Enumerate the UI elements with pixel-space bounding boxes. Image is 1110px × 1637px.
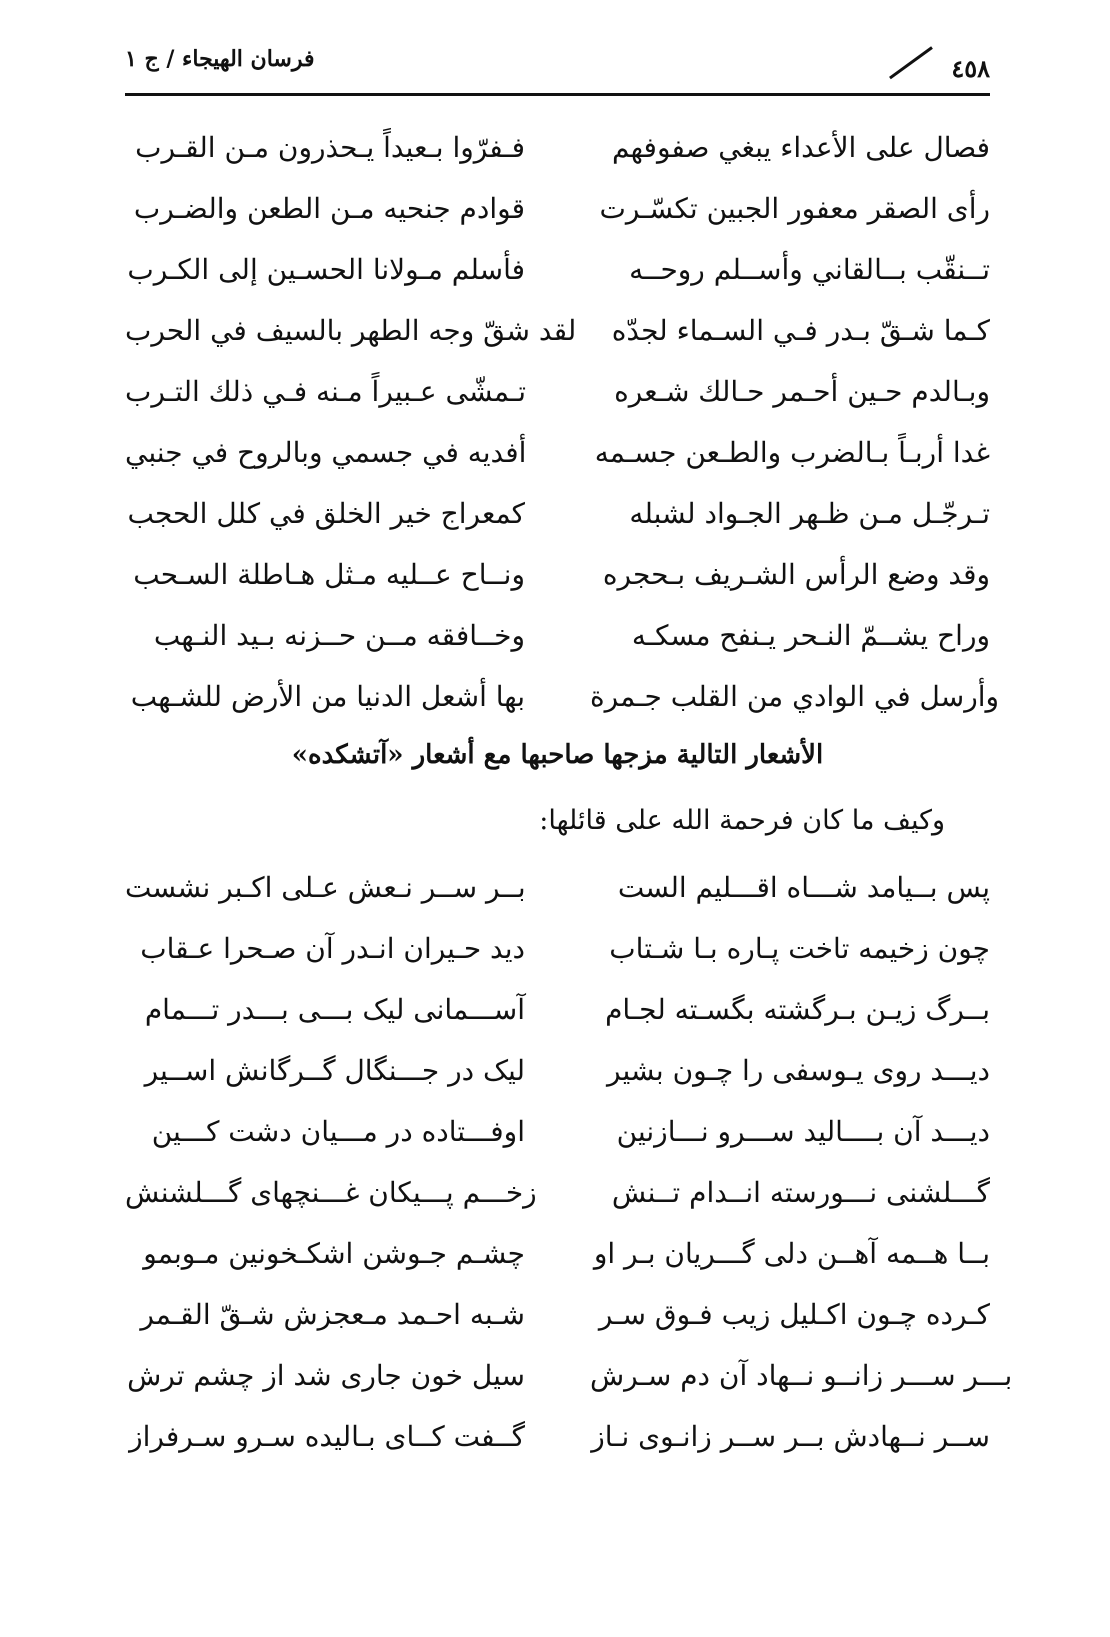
verse-row (125, 1173, 990, 1234)
verse-first-hemistich: فصال على الأعداء يبغي صفوفهم (612, 131, 990, 164)
verse-second-hemistich: زخـــم پـــيكان غـــنچهاى گـــلشنش (125, 1176, 537, 1209)
verse-row (125, 311, 990, 372)
verse-second-hemistich: تـمشّى عـبيراً مـنه فـي ذلك التـرب (125, 375, 526, 408)
verse-first-hemistich: بــرگ زيـن بـرگشته بگسـته لجـام (605, 993, 990, 1026)
page-header (125, 40, 990, 96)
verse-second-hemistich: فـفرّوا بـعيداً يـحذرون مـن القـرب (135, 131, 525, 164)
verse-second-hemistich: چشـم جـوشن اشكـخونين مـوبمو (143, 1237, 525, 1270)
verse-first-hemistich: پس بــيامد شـــاه اقـــليم الست (617, 871, 990, 904)
verse-first-hemistich: ديـــد آن بــــاليد ســـرو نـــازنين (616, 1115, 990, 1148)
verse-second-hemistich: بها أشعل الدنيا من الأرض للشـهب (130, 680, 525, 713)
verse-first-hemistich: بــا هــمه آهــن دلى گـــريان بـر او (593, 1237, 990, 1270)
header-rule (125, 93, 990, 96)
verse-row (125, 494, 990, 555)
verse-row (125, 433, 990, 494)
section-heading: الأشعار التالية مزجها صاحبها مع أشعار «آتشكده» (291, 740, 824, 770)
verse-first-hemistich: كـما شـقّ بـدر فـي السـماء لجدّه (611, 314, 990, 347)
verse-second-hemistich: آســـمانى ليک بـــى بـــدر تـــمام (144, 993, 525, 1026)
verse-row (125, 555, 990, 616)
verse-first-hemistich: گـــلشنى نـــورسته انــدام تــنش (611, 1176, 990, 1209)
verse-row (125, 1051, 990, 1112)
verse-row (125, 616, 990, 677)
verse-first-hemistich: ديـــد روى يـوسفى را چـون بشير (607, 1054, 990, 1087)
intro-line: وكيف ما كان فرحمة الله على قائلها: (539, 805, 945, 836)
verse-row (125, 677, 1000, 738)
verse-row (125, 189, 990, 250)
verse-first-hemistich: رأى الصقر معفور الجبين تكسّـرت (599, 192, 990, 225)
verse-row (125, 1356, 1013, 1417)
verse-row (125, 250, 990, 311)
verse-row (125, 990, 990, 1051)
verse-second-hemistich: گــفت كــاى بـاليده سـرو سـرفراز (129, 1420, 525, 1453)
verse-row (125, 372, 990, 433)
verse-second-hemistich: قوادم جنحيه مـن الطعن والضـرب (133, 192, 525, 225)
verse-first-hemistich: ســر نــهادش بــر ســر زانـوى نـاز (591, 1420, 990, 1453)
verse-second-hemistich: ليک در جـــنگال گــرگانش اســير (144, 1054, 525, 1087)
page-number: ٤٥٨ (951, 54, 990, 83)
verse-first-hemistich: بـــر ســـر زانــو نــهاد آن دم سـرش (590, 1359, 1013, 1392)
verse-first-hemistich: كـرده چـون اكـليل زيب فـوق سـر (598, 1298, 990, 1331)
book-title: فرسان الهيجاء / ج ١ (125, 46, 315, 72)
verse-second-hemistich: بــر ســر نـعش عـلى اكـبر نشست (125, 871, 526, 904)
verse-second-hemistich: وخــافقه مــن حــزنه بـيد النـهب (153, 619, 525, 652)
verse-second-hemistich: لقد شقّ وجه الطهر بالسيف في الحرب (125, 314, 577, 347)
verse-second-hemistich: فأسلم مـولانا الحسـين إلى الكـرب (127, 253, 525, 286)
verse-second-hemistich: اوفـــتاده در مـــيان دشت كـــين (151, 1115, 525, 1148)
header-slash-ornament (889, 46, 933, 79)
verse-second-hemistich: ونــاح عــليه مـثل هـاطلة السـحب (133, 558, 525, 591)
verse-first-hemistich: چون زخيمه تاخت پـاره بـا شـتاب (609, 932, 990, 965)
verse-first-hemistich: وقد وضع الرأس الشـريف بـحجره (602, 558, 990, 591)
verse-row (125, 1234, 990, 1295)
verse-row (125, 128, 990, 189)
verse-second-hemistich: سيل خون جارى شد از چشم ترش (127, 1359, 525, 1392)
verse-first-hemistich: تـرجّـل مـن ظـهر الجـواد لشبله (629, 497, 990, 530)
verse-second-hemistich: كمعراج خير الخلق في كلل الحجب (127, 497, 525, 530)
verse-first-hemistich: وبـالدم حـين أحـمر حـالك شـعره (614, 375, 990, 408)
verse-second-hemistich: أفديه في جسمي وبالروح في جنبي (125, 436, 527, 469)
verse-row (125, 868, 990, 929)
persian-poem (125, 868, 1013, 1478)
verse-row (125, 929, 990, 990)
verse-first-hemistich: وأرسل في الوادي من القلب جـمرة (590, 680, 1000, 713)
verse-row (125, 1112, 990, 1173)
arabic-poem (125, 128, 1000, 738)
verse-first-hemistich: وراح يشــمّ النـحر يـنفح مسكـه (631, 619, 990, 652)
verse-row (125, 1295, 990, 1356)
verse-second-hemistich: ديد حـيران انـدر آن صـحرا عـقاب (140, 932, 525, 965)
verse-first-hemistich: تــنقّب بــالقاني وأســلم روحــه (629, 253, 990, 286)
verse-row (125, 1417, 990, 1478)
verse-first-hemistich: غدا أربـاً بـالضرب والطـعن جسـمه (594, 436, 990, 469)
verse-second-hemistich: شـبه احـمد مـعجزش شـقّ القـمر (140, 1298, 525, 1331)
